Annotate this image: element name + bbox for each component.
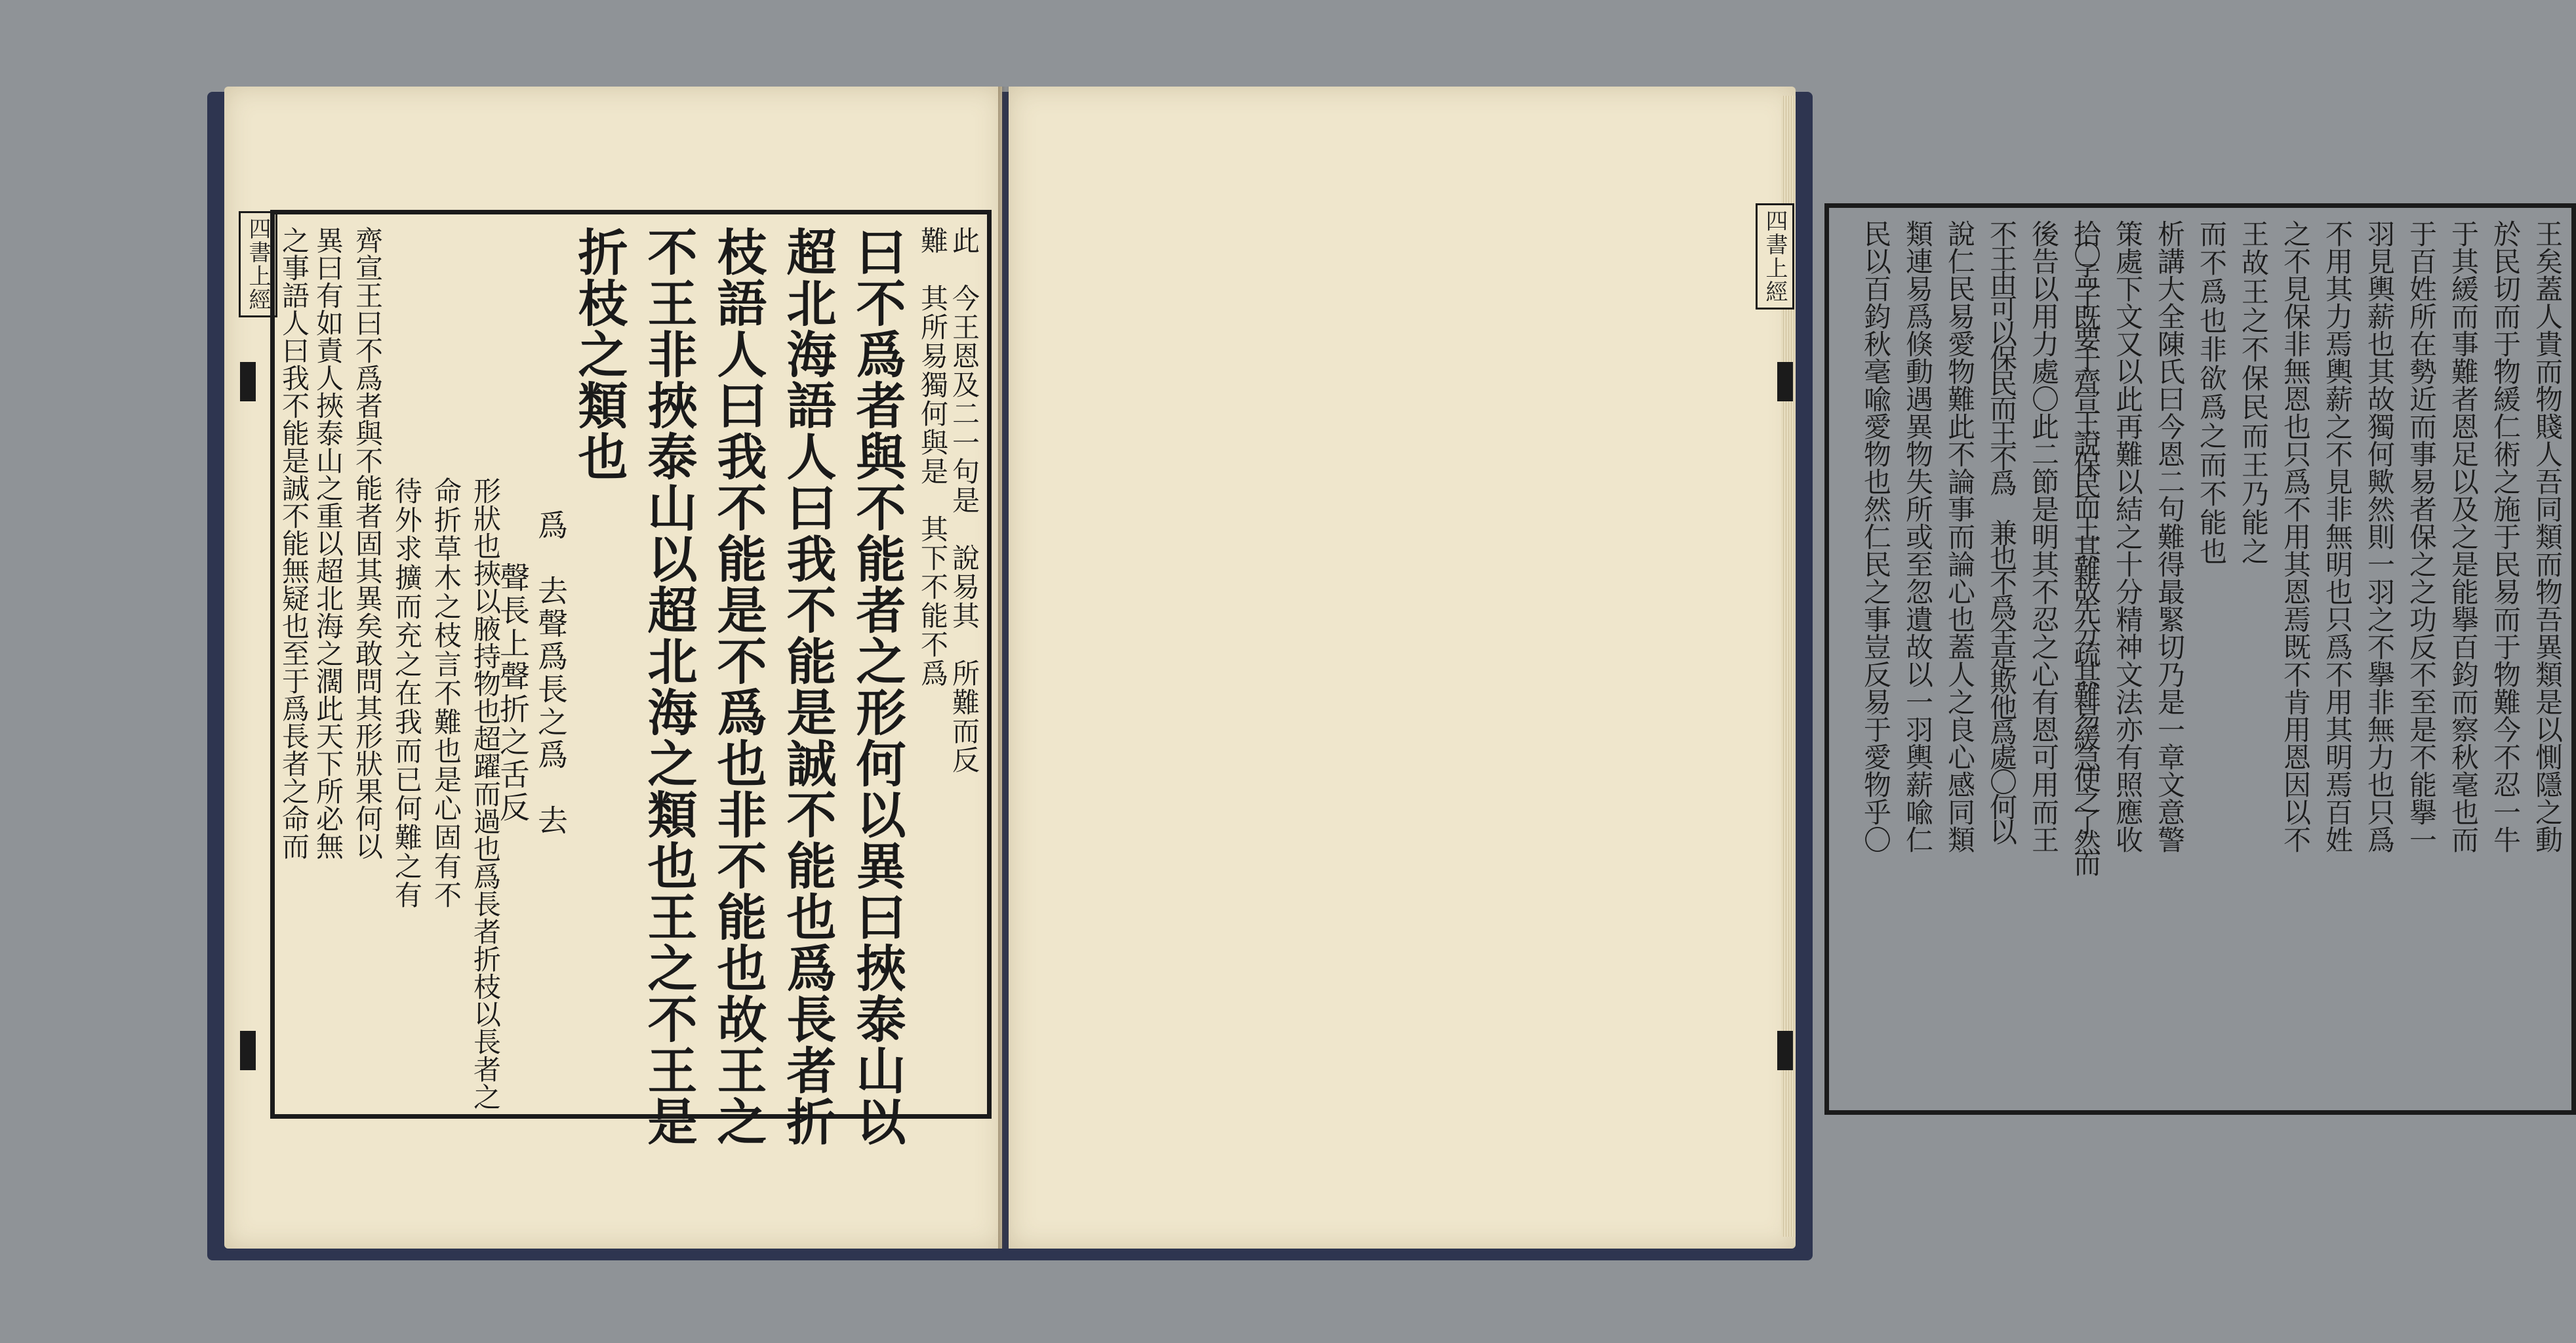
- left-col-8: 爲 去聲爲長之爲 去: [533, 510, 569, 837]
- left-col-13: 齊宣王曰不爲者與不能者固其異矣敢問其形狀果何以: [352, 226, 384, 860]
- right-col-10: 析講大全陳氏曰今恩二句難得最緊切乃是一章文意警: [2154, 220, 2186, 853]
- right-col-16: 類連易爲倏動遇異物失所或至忽遺故以一羽輿薪喩仁: [1902, 220, 1934, 853]
- right-text-frame: [1824, 203, 2576, 1115]
- right-col-3: 于其緩而事難者恩足以及之是能擧百鈞而察秋毫也而: [2447, 220, 2480, 853]
- right-col-12: 拾〇孟子既要于齊宣王說保民而王其難故先分疏其難易緩急使之了然而: [2070, 220, 2102, 870]
- right-col-17: 民以百鈞秋毫喩愛物也然仁民之事豈反易于愛物乎〇: [1860, 220, 1892, 853]
- open-book: [207, 87, 2564, 1260]
- left-col-11: 命折草木之枝言不難也是心固有不: [430, 477, 462, 910]
- right-col-11: 策處下文又以此再難以結之十分精神文法亦有照應收: [2112, 220, 2144, 853]
- right-col-7: 之不見保非無恩也只爲不用其恩焉既不肯用恩因以不: [2280, 220, 2312, 853]
- right-col-8: 王故王之不保民而王乃能之: [2238, 220, 2270, 566]
- right-col-13: 後告以用力處〇此二節是明其不忍之心有恩可用而王: [2028, 220, 2060, 853]
- left-col-9: 聲長上聲折之舌反: [495, 562, 531, 824]
- left-col-6: 不王非挾泰山以超北海之類也王之不王是: [639, 226, 698, 1147]
- left-col-15: 之事語人曰我不能是誠不能無疑也至于爲長者之命而: [278, 226, 310, 860]
- left-fish-tail-mark-lower: [240, 1031, 256, 1070]
- right-col-1: 王矣蓋人貴而物賤人吾同類而物吾異類是以惻隱之動: [2531, 220, 2564, 853]
- right-page: [1009, 87, 2564, 1249]
- left-col-14: 異曰有如責人挾泰山之重以超北海之濶此天下所必無: [312, 226, 344, 860]
- left-col-5: 枝語人曰我不能是不爲也非不能也故王之: [709, 226, 767, 1147]
- left-page: [224, 87, 1002, 1249]
- right-col-4: 于百姓所在勢近而事易者保之之功反不至是不能擧一: [2405, 220, 2438, 853]
- left-col-12: 待外求擴而充之在我而已何難之有: [391, 477, 423, 910]
- left-fish-tail-mark: [240, 362, 256, 401]
- right-col-2: 於民切而于物緩仁術之施于民易而于物難今不忍一牛: [2489, 220, 2522, 853]
- right-margin-title: 四書上經: [1756, 203, 1794, 310]
- left-col-2: 難 其所易獨何與是 其下不能不爲: [917, 226, 949, 688]
- left-col-7: 折枝之類也: [570, 226, 628, 482]
- left-margin-title: 四書上經: [239, 211, 277, 317]
- left-col-1: 此 今王恩及二一句是 說易其 所難而反: [948, 226, 980, 774]
- left-col-3: 曰不爲者與不能者之形何以異曰挾泰山以: [848, 226, 906, 1147]
- right-col-14: 不王由可以保民而王不爲 兼也不爲全是欺他爲處〇何以: [1986, 220, 2018, 843]
- left-col-10: 形狀也挾以腋持物也超躍而過也爲長者折枝以長者之: [470, 477, 502, 1110]
- right-col-9: 而不爲也非欲爲之而不能也: [2196, 220, 2228, 566]
- right-col-5: 羽見輿薪也其故獨何歟然則一羽之不擧非無力也只爲: [2364, 220, 2396, 853]
- right-fish-tail-mark-lower: [1777, 1031, 1793, 1070]
- left-text-frame: [270, 210, 992, 1147]
- right-col-15: 說仁民易愛物難此不論事而論心也蓋人之良心感同類: [1944, 220, 1976, 853]
- left-col-4: 超北海語人曰我不能是誠不能也爲長者折: [778, 226, 837, 1147]
- right-fish-tail-mark: [1777, 362, 1793, 401]
- right-col-6: 不用其力焉輿薪之不見非無明也只爲不用其明焉百姓: [2322, 220, 2354, 853]
